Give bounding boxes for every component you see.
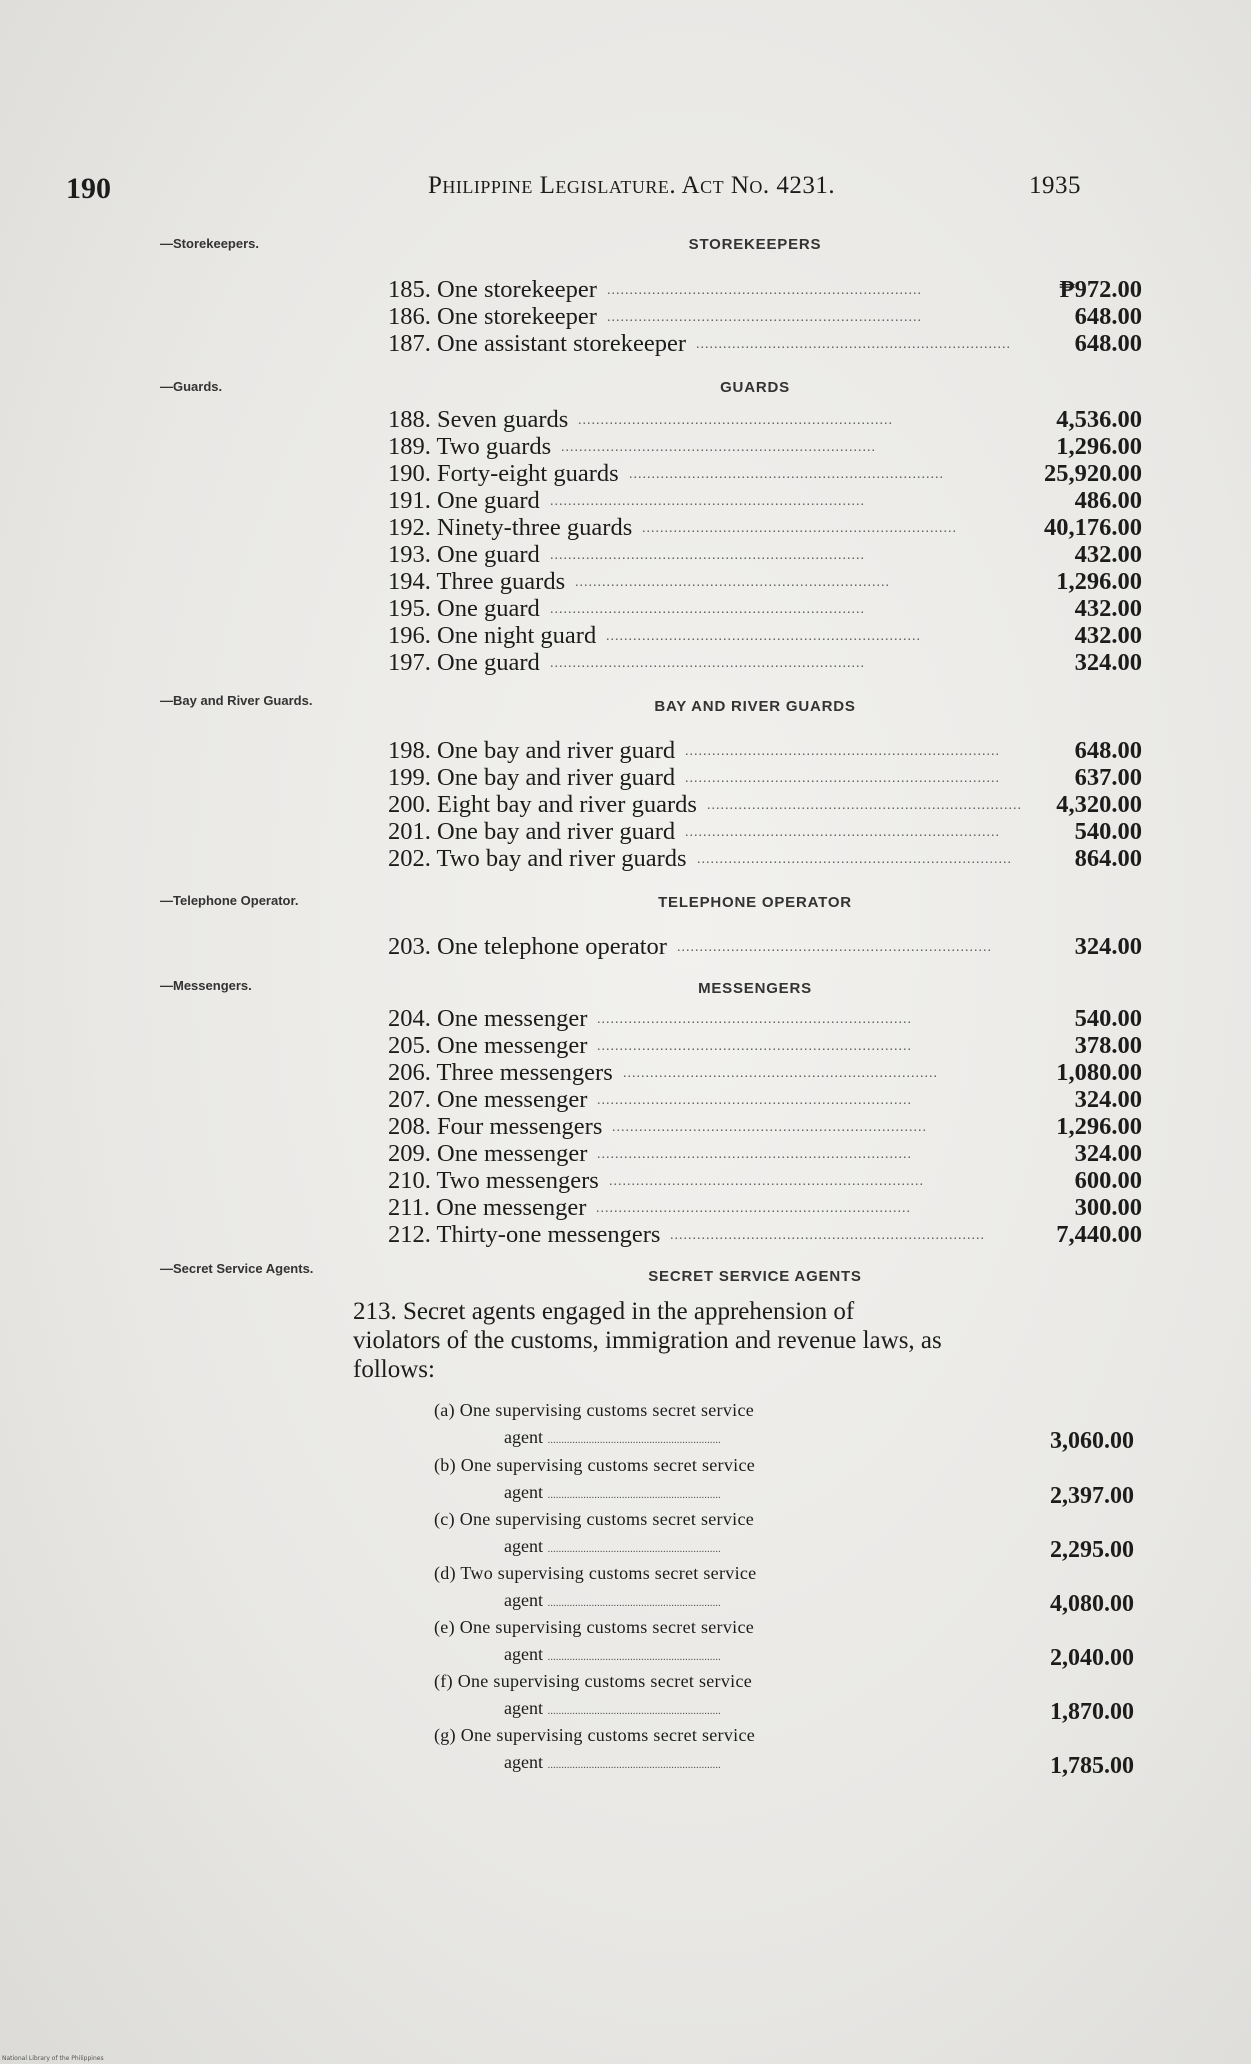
budget-item: ...................................................................... 199. One bay and river guard 637.00 <box>388 764 1142 791</box>
sub-item: (g) One supervising customs secret service agent ............................................................... <box>434 1725 756 1772</box>
budget-item: ...................................................................... 185. One storekeeper ₱972.00 <box>388 276 1142 303</box>
section-heading-messengers: MESSENGERS <box>698 980 812 997</box>
budget-item: ...................................................................... 198. One bay and river guard 648.00 <box>388 737 1142 764</box>
budget-item: ...................................................................... 202. Two bay and river guards 864.00 <box>388 845 1142 872</box>
budget-item: ...................................................................... 197. One guard 324.00 <box>388 649 1142 676</box>
sub-item-amount: 2,397.00 <box>1050 1483 1134 1509</box>
margin-note-secret-service-agents: —Secret Service Agents. <box>160 1261 314 1276</box>
budget-item: ...................................................................... 208. Four messengers 1,296.00 <box>388 1113 1142 1140</box>
sub-item-amount: 4,080.00 <box>1050 1591 1134 1617</box>
running-year: 1935 <box>1029 172 1081 199</box>
budget-item: ...................................................................... 207. One messenger 324.00 <box>388 1086 1142 1113</box>
margin-note-guards: —Guards. <box>160 379 223 394</box>
budget-item: ...................................................................... 210. Two messengers 600.00 <box>388 1167 1142 1194</box>
sub-item: (f) One supervising customs secret service agent ............................................................... <box>434 1671 753 1718</box>
budget-item: ...................................................................... 189. Two guards 1,296.00 <box>388 433 1142 460</box>
sub-item-amount: 1,870.00 <box>1050 1699 1134 1725</box>
budget-item: ...................................................................... 192. Ninety-three guards 40,176.00 <box>388 514 1142 541</box>
section-heading-guards: GUARDS <box>720 379 790 396</box>
budget-item: ...................................................................... 196. One night guard 432.00 <box>388 622 1142 649</box>
margin-note-bay-river-guards: —Bay and River Guards. <box>160 693 313 708</box>
budget-item: ...................................................................... 191. One guard 486.00 <box>388 487 1142 514</box>
margin-note-messengers: —Messengers. <box>160 978 252 993</box>
budget-item: ...................................................................... 204. One messenger 540.00 <box>388 1005 1142 1032</box>
margin-note-storekeepers: —Storekeepers. <box>160 236 259 251</box>
running-title: Philippine Legislature. Act No. 4231. <box>428 172 836 199</box>
budget-item: ...................................................................... 190. Forty-eight guards 25,920.00 <box>388 460 1142 487</box>
sub-item-amount: 1,785.00 <box>1050 1753 1134 1779</box>
page-number: 190 <box>66 172 111 205</box>
budget-item: ...................................................................... 209. One messenger 324.00 <box>388 1140 1142 1167</box>
budget-item: ...................................................................... 201. One bay and river guard 540.00 <box>388 818 1142 845</box>
section-heading-telephone-operator: TELEPHONE OPERATOR <box>658 894 852 911</box>
scan-footer: National Library of the Philippines <box>2 2055 104 2062</box>
secret-service-intro: 213. Secret agents engaged in the apprehension of violators of the customs, immigration and revenue laws, as follows: <box>353 1298 942 1383</box>
margin-note-telephone-operator: —Telephone Operator. <box>160 893 299 908</box>
budget-item: ...................................................................... 194. Three guards 1,296.00 <box>388 568 1142 595</box>
sub-item: (a) One supervising customs secret service agent ............................................................... <box>434 1400 755 1447</box>
sub-item-amount: 3,060.00 <box>1050 1428 1134 1454</box>
budget-item: ...................................................................... 193. One guard 432.00 <box>388 541 1142 568</box>
sub-item-amount: 2,040.00 <box>1050 1645 1134 1671</box>
budget-item: ...................................................................... 203. One telephone operator 324.00 <box>388 933 1142 960</box>
budget-item: ...................................................................... 212. Thirty-one messengers 7,440.00 <box>388 1221 1142 1248</box>
budget-item: ...................................................................... 200. Eight bay and river guards 4,320.00 <box>388 791 1142 818</box>
budget-item: ...................................................................... 211. One messenger 300.00 <box>388 1194 1142 1221</box>
budget-item: ...................................................................... 186. One storekeeper 648.00 <box>388 303 1142 330</box>
sub-item: (e) One supervising customs secret service agent ............................................................... <box>434 1617 755 1664</box>
section-heading-bay-river-guards: BAY AND RIVER GUARDS <box>654 698 856 715</box>
section-heading-secret-service-agents: SECRET SERVICE AGENTS <box>648 1268 862 1285</box>
running-header <box>428 172 1088 200</box>
budget-item: ...................................................................... 195. One guard 432.00 <box>388 595 1142 622</box>
sub-item: (d) Two supervising customs secret service agent ............................................................... <box>434 1563 757 1610</box>
budget-item: ...................................................................... 188. Seven guards 4,536.00 <box>388 406 1142 433</box>
budget-item: ...................................................................... 205. One messenger 378.00 <box>388 1032 1142 1059</box>
budget-item: ...................................................................... 206. Three messengers 1,080.00 <box>388 1059 1142 1086</box>
sub-item-amount: 2,295.00 <box>1050 1537 1134 1563</box>
sub-item: (c) One supervising customs secret service agent ............................................................... <box>434 1509 755 1556</box>
budget-item: ...................................................................... 187. One assistant storekeeper 648.00 <box>388 330 1142 357</box>
sub-item: (b) One supervising customs secret service agent ............................................................... <box>434 1455 756 1502</box>
section-heading-storekeepers: STOREKEEPERS <box>688 236 822 253</box>
